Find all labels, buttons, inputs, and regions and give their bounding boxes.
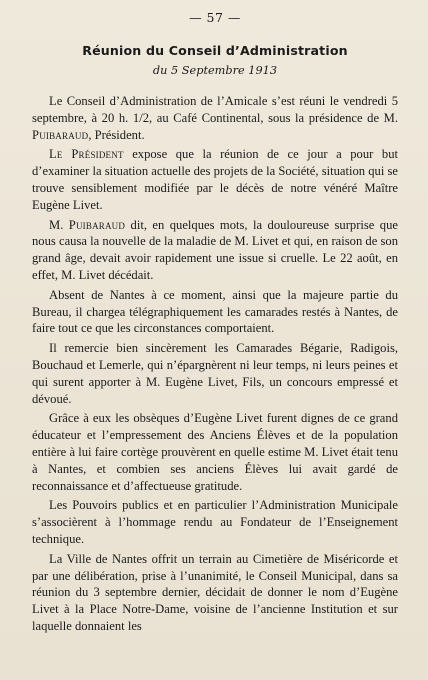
text-run: Absent de Nantes à ce moment, ainsi que la majeure partie du Bureau, il chargea télégraphiquement les camarades restés à Nantes, de faire tout ce que les circonstances comportaient. — [32, 287, 398, 336]
person-name: Puibaraud — [68, 217, 126, 232]
paragraph — [32, 146, 398, 213]
text-run: dit, en quelques mots, la douloureuse surprise que nous causa la nouvelle de la maladie de M. Livet et qui, en raison de son grand âge, devait avoir rapidement une issue si cruelle. Le 22 août, en effet, M. Livet décédait. — [32, 217, 398, 282]
text-run: La Ville de Nantes offrit un terrain au Cimetière de Miséricorde et par une délibération, prise à l’unanimité, le Conseil Municipal, dans sa réunion du 3 septembre dernier, décidait de donner le nom d’Eugène Livet à la Place Notre-Dame, voisine de l’ancienne Institution et sur laquelle donnaient les — [32, 551, 398, 633]
text-run: Grâce à eux les obsèques d’Eugène Livet furent dignes de ce grand éducateur et l’empressement des Anciens Élèves et de la population entière à lui faire cortège prouvèrent en quelle estime M. Livet était tenu à Nantes, et combien ses anciens Élèves lui avait gardé de reconnaissance et d’affectueuse gratitude. — [32, 411, 398, 493]
text-run: Les Pouvoirs publics et en particulier l’Administration Municipale s’associèrent à l’hommage rendu au Fondateur de l’Enseignement technique. — [32, 498, 398, 546]
paragraph — [32, 93, 398, 143]
paragraph — [32, 287, 398, 337]
text-run: expose que la réunion de ce jour a pour but d’examiner la situation actuelle des projets de la Société, situation qui se trouve sensiblement modifiée par le décès de notre vénéré Maître Eugène Livet. — [32, 147, 398, 212]
paragraph — [32, 497, 398, 547]
paragraph — [32, 551, 398, 635]
text-run: Il remercie bien sincèrement les Camarades Bégarie, Radigois, Bouchaud et Lemerle, qui n’épargnèrent ni leur temps, ni leurs peines et qui surent apporter à M. Eugène Livet, Fils, un concours empressé et dévoué. — [32, 341, 398, 406]
speaker-name: Le Président — [49, 147, 124, 162]
text-run: Le Conseil d’Administration de l’Amicale s’est réuni le vendredi 5 septembre, à 20 h. 1/2, au Café Continental, sous la présidence de M. — [32, 94, 398, 125]
section-date: du 5 Septembre 1913 — [152, 64, 278, 77]
paragraph — [32, 410, 398, 494]
person-name: Puibaraud — [32, 127, 89, 142]
text-run: M. — [49, 217, 69, 232]
section-title: Réunion du Conseil d’Administration — [82, 43, 348, 58]
body-text — [32, 93, 398, 635]
paragraph — [32, 340, 398, 407]
text-run: , Président. — [88, 127, 145, 142]
page-number: — 57 — — [189, 10, 241, 25]
paragraph — [32, 217, 398, 284]
